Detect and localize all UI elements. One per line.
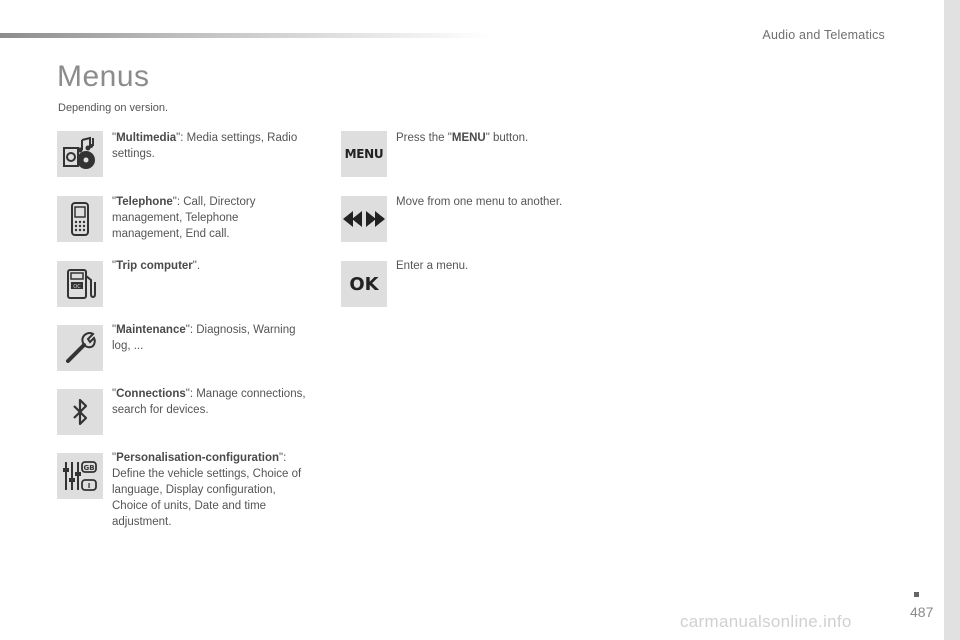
personalisation-icon <box>57 453 103 499</box>
menu-multimedia-name: Multimedia <box>116 132 177 144</box>
menu-button-label: MENU <box>344 147 384 161</box>
menu-button-icon <box>341 131 387 177</box>
menu-telephone-name: Telephone <box>116 196 173 208</box>
menu-trip-computer-name: Trip computer <box>116 260 193 272</box>
menu-telephone-description: "Telephone": Call, Directory management, Telephone management, End call. <box>112 196 256 240</box>
menu-maintenance-description: "Maintenance": Diagnosis, Warning log, ... <box>112 324 296 352</box>
trip-computer-icon <box>57 261 103 307</box>
page-edge-strip <box>944 0 960 640</box>
bluetooth-icon <box>57 389 103 435</box>
svg-text:GB: GB <box>83 464 95 472</box>
maintenance-icon <box>57 325 103 371</box>
menu-multimedia-description: "Multimedia": Media settings, Radio settings. <box>112 132 298 160</box>
watermark: carmanualsonline.info <box>680 612 852 631</box>
page-number: 487 <box>910 604 934 620</box>
arrows-icon <box>341 196 387 242</box>
menu-maintenance-name: Maintenance <box>116 324 186 336</box>
telephone-icon <box>57 196 103 242</box>
svg-text:OC: OC <box>73 284 81 290</box>
menu-personalisation-description: "Personalisation-configuration": Define the vehicle settings, Choice of language, Display configuration, Choice of units, Date and time adjustment. <box>112 452 302 528</box>
control-arrows-description: Move from one menu to another. <box>396 196 563 208</box>
ok-button-icon <box>341 261 387 307</box>
menu-connections-name: Connections <box>116 388 186 400</box>
page-marker <box>914 592 919 597</box>
header-gradient-bar <box>0 33 490 38</box>
svg-text:I: I <box>87 482 91 490</box>
ok-button-label: OK <box>349 273 379 295</box>
section-title: Audio and Telematics <box>762 28 885 42</box>
menu-connections-description: "Connections": Manage connections, search for devices. <box>112 388 306 416</box>
control-menu-description: Press the "MENU" button. <box>396 132 529 144</box>
control-ok-description: Enter a menu. <box>396 260 469 272</box>
menu-personalisation-name: Personalisation-configuration <box>116 452 280 464</box>
intro-text: Depending on version. <box>58 102 169 114</box>
page-title: Menus <box>57 60 150 93</box>
menu-trip-computer-description: "Trip computer". <box>112 260 201 272</box>
multimedia-icon <box>57 131 103 177</box>
